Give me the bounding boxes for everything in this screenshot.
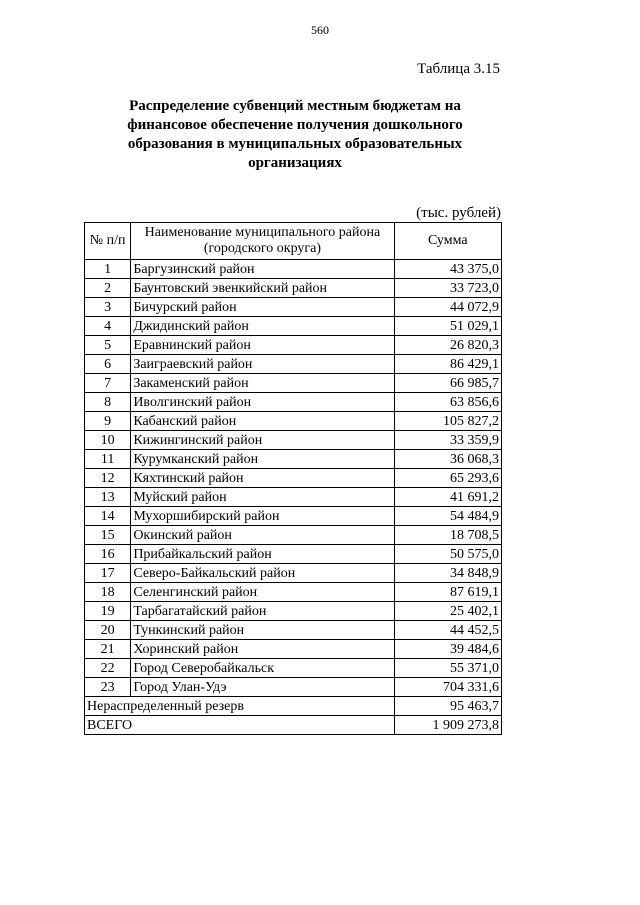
row-name: Закаменский район (131, 374, 394, 393)
header-sum: Сумма (394, 223, 501, 260)
row-sum: 26 820,3 (394, 336, 501, 355)
row-sum: 87 619,1 (394, 583, 501, 602)
row-name: Тарбагатайский район (131, 602, 394, 621)
row-name: Кяхтинский район (131, 469, 394, 488)
row-sum: 86 429,1 (394, 355, 501, 374)
row-sum: 51 029,1 (394, 317, 501, 336)
row-sum: 34 848,9 (394, 564, 501, 583)
row-number: 5 (85, 336, 131, 355)
table-row (85, 621, 502, 640)
row-number: 18 (85, 583, 131, 602)
row-sum: 44 072,9 (394, 298, 501, 317)
table-row (85, 412, 502, 431)
row-number: 1 (85, 260, 131, 279)
table-row (85, 640, 502, 659)
row-number: 3 (85, 298, 131, 317)
header-num: № п/п (85, 223, 131, 260)
table-row (85, 336, 502, 355)
row-name: Окинский район (131, 526, 394, 545)
row-name: Прибайкальский район (131, 545, 394, 564)
row-name: Курумканский район (131, 450, 394, 469)
row-number: 14 (85, 507, 131, 526)
row-sum: 43 375,0 (394, 260, 501, 279)
table-row (85, 450, 502, 469)
page-number: 560 (311, 23, 329, 37)
table-row (85, 298, 502, 317)
row-name: Еравнинский район (131, 336, 394, 355)
row-sum: 55 371,0 (394, 659, 501, 678)
total-row-label: ВСЕГО (85, 716, 395, 735)
row-name: Северо-Байкальский район (131, 564, 394, 583)
table-row (85, 317, 502, 336)
total-row (85, 716, 502, 735)
row-name: Заиграевский район (131, 355, 394, 374)
table-row (85, 374, 502, 393)
row-sum: 44 452,5 (394, 621, 501, 640)
row-sum: 33 723,0 (394, 279, 501, 298)
table-row (85, 526, 502, 545)
table-row (85, 507, 502, 526)
row-name: Баунтовский эвенкийский район (131, 279, 394, 298)
row-number: 20 (85, 621, 131, 640)
table-row (85, 469, 502, 488)
row-number: 10 (85, 431, 131, 450)
row-number: 19 (85, 602, 131, 621)
reserve-row (85, 697, 502, 716)
table-row (85, 488, 502, 507)
reserve-row-sum: 95 463,7 (394, 697, 501, 716)
row-number: 11 (85, 450, 131, 469)
table-row (85, 583, 502, 602)
reserve-row-label: Нераспределенный резерв (85, 697, 395, 716)
row-sum: 54 484,9 (394, 507, 501, 526)
row-name: Кижингинский район (131, 431, 394, 450)
row-name: Город Северобайкальск (131, 659, 394, 678)
total-row-sum: 1 909 273,8 (394, 716, 501, 735)
row-number: 12 (85, 469, 131, 488)
row-sum: 39 484,6 (394, 640, 501, 659)
table-row (85, 279, 502, 298)
table-row (85, 545, 502, 564)
row-number: 4 (85, 317, 131, 336)
table-row (85, 355, 502, 374)
table-row (85, 602, 502, 621)
row-number: 7 (85, 374, 131, 393)
row-name: Селенгинский район (131, 583, 394, 602)
row-name: Тункинский район (131, 621, 394, 640)
row-number: 16 (85, 545, 131, 564)
row-name: Кабанский район (131, 412, 394, 431)
row-sum: 65 293,6 (394, 469, 501, 488)
row-sum: 41 691,2 (394, 488, 501, 507)
row-name: Город Улан-Удэ (131, 678, 394, 697)
table-header-row (85, 223, 502, 260)
row-sum: 33 359,9 (394, 431, 501, 450)
row-name: Баргузинский район (131, 260, 394, 279)
table-row (85, 431, 502, 450)
row-number: 8 (85, 393, 131, 412)
row-name: Бичурский район (131, 298, 394, 317)
row-number: 2 (85, 279, 131, 298)
units-note: (тыс. рублей) (416, 205, 501, 221)
row-number: 6 (85, 355, 131, 374)
row-sum: 704 331,6 (394, 678, 501, 697)
row-sum: 50 575,0 (394, 545, 501, 564)
row-number: 23 (85, 678, 131, 697)
table-row (85, 678, 502, 697)
table-row (85, 393, 502, 412)
row-sum: 105 827,2 (394, 412, 501, 431)
row-name: Хоринский район (131, 640, 394, 659)
subvention-table (84, 222, 502, 735)
table-label: Таблица 3.15 (417, 61, 500, 77)
row-number: 17 (85, 564, 131, 583)
row-sum: 18 708,5 (394, 526, 501, 545)
row-sum: 63 856,6 (394, 393, 501, 412)
table-row (85, 260, 502, 279)
table-body (85, 260, 502, 735)
row-number: 9 (85, 412, 131, 431)
row-number: 22 (85, 659, 131, 678)
table-row (85, 564, 502, 583)
row-name: Муйский район (131, 488, 394, 507)
row-sum: 66 985,7 (394, 374, 501, 393)
row-number: 13 (85, 488, 131, 507)
row-sum: 25 402,1 (394, 602, 501, 621)
row-name: Иволгинский район (131, 393, 394, 412)
row-sum: 36 068,3 (394, 450, 501, 469)
row-name: Мухоршибирский район (131, 507, 394, 526)
row-name: Джидинский район (131, 317, 394, 336)
row-number: 15 (85, 526, 131, 545)
header-name: Наименование муниципального района (городского округа) (131, 223, 394, 260)
table-row (85, 659, 502, 678)
row-number: 21 (85, 640, 131, 659)
document-title: Распределение субвенций местным бюджетам на финансовое обеспечение получения дошкольного образования в муниципальных образовательных организациях (127, 98, 463, 171)
